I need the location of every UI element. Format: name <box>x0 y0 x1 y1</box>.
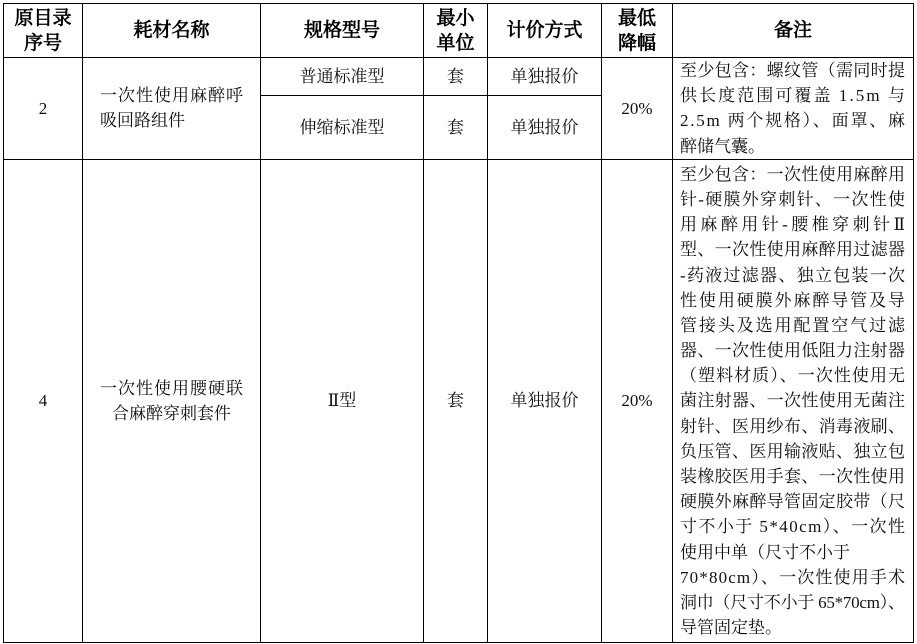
remarks-line: 型、一次性使用麻醉用过滤器 <box>680 240 906 260</box>
header-seq-line-2: 序号 <box>23 32 62 54</box>
spec-cell: Ⅱ型 <box>261 159 424 642</box>
unit-cell: 套 <box>424 58 488 96</box>
header-seq-line-1: 原目录 <box>14 7 72 29</box>
remarks-line: 负压管、医用输液贴、独立包 <box>680 441 906 461</box>
remarks-line: （塑料材质）、一次性使用无 <box>680 366 907 386</box>
min-drop-cell: 20% <box>602 58 673 160</box>
header-pricing: 计价方式 <box>488 4 602 58</box>
remarks-line: 针-硬膜外穿刺针、一次性使 <box>680 189 907 209</box>
remarks-line: 装橡胶医用手套、一次性使用 <box>680 467 906 486</box>
remarks-line: 菌注射器、一次性使用无菌注 <box>680 391 906 411</box>
item-name-cell <box>83 159 261 642</box>
consumables-table <box>3 3 914 643</box>
remarks-line: 使用中单（尺寸不小于 <box>680 542 850 562</box>
remarks-line: 供长度范围可覆盖 1.5m 与 <box>680 86 908 106</box>
table-row <box>4 58 914 96</box>
header-name: 耗材名称 <box>83 4 261 58</box>
remarks-line: 硬膜外麻醉导管固定胶带（尺 <box>680 492 906 512</box>
spec-cell: 伸缩标准型 <box>261 96 424 159</box>
remarks-cell <box>673 58 914 160</box>
header-min-drop-line-2: 降幅 <box>617 32 656 54</box>
remarks-line: -药液过滤器、独立包装一次 <box>680 265 907 285</box>
remarks-line: 管接头及选用配置空气过滤 <box>680 315 907 335</box>
unit-cell: 套 <box>424 159 488 642</box>
remarks-cell <box>673 159 914 642</box>
remarks-line: 导管固定垫。 <box>680 618 782 638</box>
remarks-line: 用麻醉用针-腰椎穿刺针Ⅱ <box>680 215 909 235</box>
remarks-line: 醉储气囊。 <box>680 136 765 156</box>
item-name-cell <box>83 58 261 160</box>
item-name: 一次性使用腰硬联合麻醉穿刺套件 <box>100 378 243 423</box>
header-unit-line-2: 单位 <box>436 32 475 54</box>
remarks-line: 性使用硬膜外麻醉导管及导 <box>680 290 907 310</box>
seq-cell: 4 <box>4 159 83 642</box>
remarks-line: 射针、医用纱布、消毒液刷、 <box>680 416 906 436</box>
header-min-drop <box>602 4 673 58</box>
header-min-drop-line-1: 最低 <box>617 7 656 29</box>
pricing-cell: 单独报价 <box>488 159 602 642</box>
remarks-line: 寸不小于 5*40cm）、一次性 <box>680 517 907 537</box>
spec-cell: 普通标准型 <box>261 58 424 96</box>
header-seq <box>4 4 83 58</box>
seq-cell: 2 <box>4 58 83 160</box>
header-spec: 规格型号 <box>261 4 424 58</box>
remarks-line: 器、一次性使用低阻力注射器 <box>680 341 906 361</box>
table-row <box>4 159 914 642</box>
header-unit-line-1: 最小 <box>436 7 475 29</box>
unit-cell: 套 <box>424 96 488 159</box>
remarks-line: 至少包含：螺纹管（需同时提 <box>680 61 906 80</box>
item-name: 一次性使用麻醉呼吸回路组件 <box>100 86 243 131</box>
remarks-line: 70*80cm）、一次性使用手术 <box>680 567 907 587</box>
header-remarks: 备注 <box>673 4 914 58</box>
header-row <box>4 4 914 58</box>
remarks-line: 2.5m 两个规格）、面罩、麻 <box>680 111 907 131</box>
remarks-line: 至少包含：一次性使用麻醉用 <box>680 164 906 184</box>
header-unit <box>424 4 488 58</box>
min-drop-cell: 20% <box>602 159 673 642</box>
pricing-cell: 单独报价 <box>488 58 602 96</box>
pricing-cell: 单独报价 <box>488 96 602 159</box>
remarks-line: 洞巾（尺寸不小于 65*70cm）、 <box>680 592 905 612</box>
